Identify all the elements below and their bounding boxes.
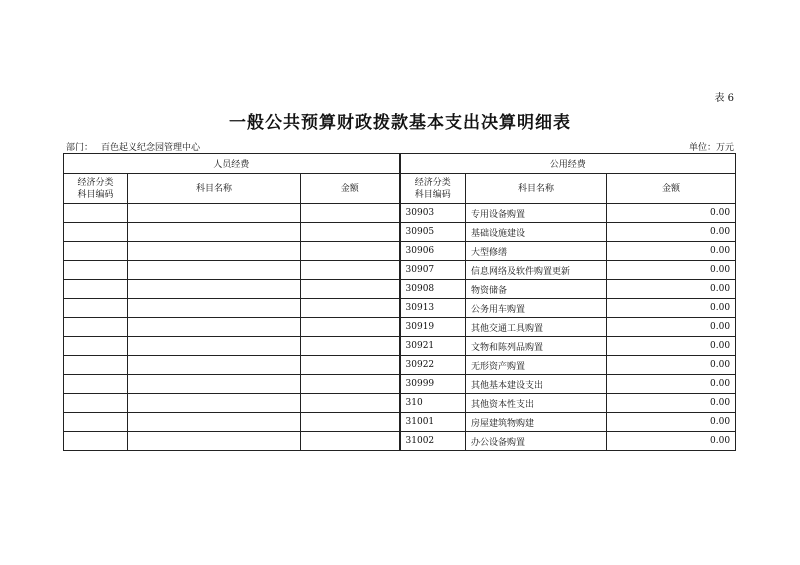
public-amount-cell: 0.00 <box>607 223 736 242</box>
public-amount-cell: 0.00 <box>607 432 736 451</box>
personnel-amount-cell <box>301 432 400 451</box>
personnel-amount-cell <box>301 337 400 356</box>
personnel-code-cell <box>64 375 128 394</box>
public-amount-cell: 0.00 <box>607 394 736 413</box>
public-name-cell: 其他资本性支出 <box>466 394 607 413</box>
table-row <box>64 394 736 413</box>
personnel-amount-cell <box>301 242 400 261</box>
table-row <box>64 204 736 223</box>
unit-label: 单位：万元 <box>688 143 734 153</box>
public-name-cell: 其他交通工具购置 <box>466 318 607 337</box>
public-amount-header: 金额 <box>607 174 736 204</box>
public-name-cell: 公务用车购置 <box>466 299 607 318</box>
personnel-name-cell <box>128 242 301 261</box>
public-code-cell: 30908 <box>400 280 466 299</box>
public-code-cell: 30921 <box>400 337 466 356</box>
personnel-expense-header: 人员经费 <box>64 154 400 174</box>
personnel-name-cell <box>128 337 301 356</box>
public-amount-cell: 0.00 <box>607 337 736 356</box>
personnel-amount-cell <box>301 394 400 413</box>
code-header-line2: 科目编码 <box>414 189 451 200</box>
personnel-name-cell <box>128 375 301 394</box>
public-name-cell: 物资储备 <box>466 280 607 299</box>
expenditure-detail-table <box>63 153 736 451</box>
personnel-name-cell <box>128 318 301 337</box>
public-name-cell: 其他基本建设支出 <box>466 375 607 394</box>
public-amount-cell: 0.00 <box>607 299 736 318</box>
public-name-cell: 房屋建筑物购建 <box>466 413 607 432</box>
personnel-code-cell <box>64 204 128 223</box>
table-row <box>64 413 736 432</box>
public-amount-cell: 0.00 <box>607 356 736 375</box>
personnel-code-cell <box>64 337 128 356</box>
personnel-code-cell <box>64 280 128 299</box>
personnel-name-cell <box>128 261 301 280</box>
public-code-cell: 30913 <box>400 299 466 318</box>
code-header-line1: 经济分类 <box>414 177 451 188</box>
public-name-cell: 大型修缮 <box>466 242 607 261</box>
personnel-amount-cell <box>301 413 400 432</box>
public-name-header: 科目名称 <box>466 174 607 204</box>
public-amount-cell: 0.00 <box>607 413 736 432</box>
personnel-name-cell <box>128 299 301 318</box>
table-number: 表 6 <box>714 93 734 104</box>
personnel-name-cell <box>128 223 301 242</box>
personnel-amount-cell <box>301 318 400 337</box>
public-amount-cell: 0.00 <box>607 261 736 280</box>
public-amount-cell: 0.00 <box>607 280 736 299</box>
table-row <box>64 242 736 261</box>
public-name-cell: 信息网络及软件购置更新 <box>466 261 607 280</box>
public-code-cell: 30906 <box>400 242 466 261</box>
public-code-cell: 31002 <box>400 432 466 451</box>
public-code-cell: 30922 <box>400 356 466 375</box>
personnel-code-header <box>64 174 128 204</box>
personnel-amount-cell <box>301 261 400 280</box>
public-code-cell: 310 <box>400 394 466 413</box>
personnel-code-cell <box>64 299 128 318</box>
personnel-code-cell <box>64 432 128 451</box>
personnel-name-cell <box>128 413 301 432</box>
personnel-code-cell <box>64 242 128 261</box>
table-row <box>64 280 736 299</box>
personnel-amount-cell <box>301 375 400 394</box>
table-row <box>64 375 736 394</box>
personnel-amount-header: 金额 <box>301 174 400 204</box>
personnel-name-cell <box>128 204 301 223</box>
table-row <box>64 356 736 375</box>
public-code-cell: 30919 <box>400 318 466 337</box>
public-amount-cell: 0.00 <box>607 204 736 223</box>
personnel-code-cell <box>64 318 128 337</box>
public-name-cell: 专用设备购置 <box>466 204 607 223</box>
group-header-row <box>64 154 736 174</box>
personnel-code-cell <box>64 223 128 242</box>
department-line <box>66 140 200 153</box>
public-name-cell: 无形资产购置 <box>466 356 607 375</box>
public-code-header <box>400 174 466 204</box>
table-row <box>64 318 736 337</box>
personnel-amount-cell <box>301 299 400 318</box>
column-header-row <box>64 174 736 204</box>
department-name: 百色起义纪念园管理中心 <box>101 143 201 153</box>
table-row <box>64 261 736 280</box>
public-name-cell: 文物和陈列品购置 <box>466 337 607 356</box>
personnel-name-cell <box>128 356 301 375</box>
public-name-cell: 办公设备购置 <box>466 432 607 451</box>
table-row <box>64 299 736 318</box>
personnel-name-cell <box>128 280 301 299</box>
public-name-cell: 基础设施建设 <box>466 223 607 242</box>
personnel-amount-cell <box>301 204 400 223</box>
personnel-code-cell <box>64 394 128 413</box>
public-expense-header: 公用经费 <box>400 154 736 174</box>
public-amount-cell: 0.00 <box>607 242 736 261</box>
personnel-code-cell <box>64 413 128 432</box>
personnel-code-cell <box>64 261 128 280</box>
public-code-cell: 31001 <box>400 413 466 432</box>
personnel-amount-cell <box>301 280 400 299</box>
personnel-amount-cell <box>301 356 400 375</box>
table-row <box>64 223 736 242</box>
personnel-code-cell <box>64 356 128 375</box>
public-code-cell: 30907 <box>400 261 466 280</box>
public-code-cell: 30903 <box>400 204 466 223</box>
code-header-line2: 科目编码 <box>77 189 114 200</box>
personnel-name-cell <box>128 394 301 413</box>
public-amount-cell: 0.00 <box>607 375 736 394</box>
personnel-amount-cell <box>301 223 400 242</box>
public-code-cell: 30905 <box>400 223 466 242</box>
public-amount-cell: 0.00 <box>607 318 736 337</box>
personnel-name-cell <box>128 432 301 451</box>
code-header-line1: 经济分类 <box>77 177 114 188</box>
table-row <box>64 337 736 356</box>
personnel-name-header: 科目名称 <box>128 174 301 204</box>
department-label: 部门： <box>66 143 94 153</box>
page-title: 一般公共预算财政拨款基本支出决算明细表 <box>229 113 571 133</box>
public-code-cell: 30999 <box>400 375 466 394</box>
table-row <box>64 432 736 451</box>
